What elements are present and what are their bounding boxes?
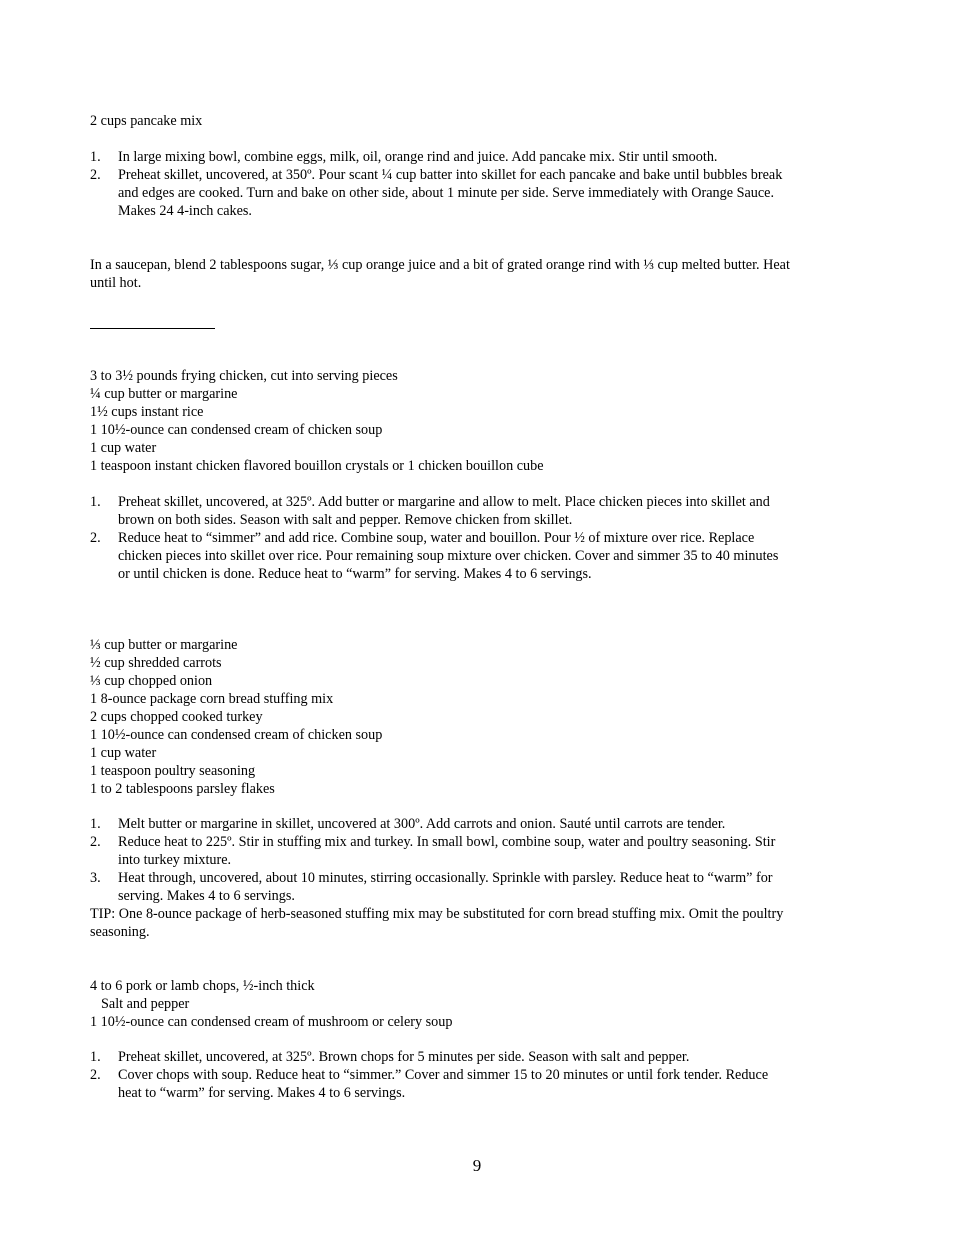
ingredient-line: 2 cups chopped cooked turkey	[90, 709, 263, 725]
step-text: Cover chops with soup. Reduce heat to “simmer.” Cover and simmer 15 to 20 minutes or until fork tender. Reduce	[118, 1067, 769, 1083]
ingredient-line: 1 to 2 tablespoons parsley flakes	[90, 781, 275, 797]
instruction-line: until hot.	[90, 275, 142, 291]
tip-text: seasoning.	[90, 924, 150, 940]
ingredient-line: 1 teaspoon poultry seasoning	[90, 763, 256, 779]
instruction-line: In a saucepan, blend 2 tablespoons sugar, ⅓ cup orange juice and a bit of grated orange rind with ⅓ cup melted butter. Heat	[90, 257, 790, 273]
ingredient-line: 3 to 3½ pounds frying chicken, cut into serving pieces	[90, 368, 398, 384]
ingredient-line: 1 cup water	[90, 440, 157, 456]
step-text: Reduce heat to “simmer” and add rice. Combine soup, water and bouillon. Pour ½ of mixture over rice. Replace	[118, 530, 755, 546]
step-number: 2.	[90, 167, 101, 183]
step-text: into turkey mixture.	[118, 852, 232, 868]
step-number: 1.	[90, 149, 101, 165]
tip-text: TIP: One 8-ounce package of herb-seasoned stuffing mix may be substituted for corn bread stuffing mix. Omit the poultry	[90, 906, 784, 922]
step-text: or until chicken is done. Reduce heat to “warm” for serving. Makes 4 to 6 servings.	[118, 566, 592, 582]
step-number: 1.	[90, 816, 101, 832]
ingredient-line: 4 to 6 pork or lamb chops, ½-inch thick	[90, 978, 315, 994]
step-text: Heat through, uncovered, about 10 minutes, stirring occasionally. Sprinkle with parsley. Reduce heat to “warm” for	[118, 870, 773, 886]
ingredient-line: ⅓ cup chopped onion	[90, 673, 213, 689]
step-text: Melt butter or margarine in skillet, uncovered at 300º. Add carrots and onion. Sauté until carrots are tender.	[118, 816, 726, 832]
step-text: brown on both sides. Season with salt and pepper. Remove chicken from skillet.	[118, 512, 573, 528]
step-number: 2.	[90, 530, 101, 546]
page-number: 9	[472, 1156, 482, 1175]
ingredient-line: 1 10½-ounce can condensed cream of mushroom or celery soup	[90, 1014, 453, 1030]
ingredient-line: 1 10½-ounce can condensed cream of chicken soup	[90, 422, 383, 438]
ingredient-line: ¼ cup butter or margarine	[90, 386, 238, 402]
step-text: chicken pieces into skillet over rice. Pour remaining soup mixture over chicken. Cover and simmer 35 to 40 minutes	[118, 548, 779, 564]
ingredient-line: 1 10½-ounce can condensed cream of chicken soup	[90, 727, 383, 743]
step-text: Preheat skillet, uncovered, at 325º. Brown chops for 5 minutes per side. Season with salt and pepper.	[118, 1049, 690, 1065]
ingredient-line: ½ cup shredded carrots	[90, 655, 222, 671]
step-text: and edges are cooked. Turn and bake on other side, about 1 minute per side. Serve immediately with Orange Sauce.	[118, 185, 774, 201]
ingredient-line: 1 cup water	[90, 745, 157, 761]
step-text: In large mixing bowl, combine eggs, milk, oil, orange rind and juice. Add pancake mix. Stir until smooth.	[118, 149, 718, 165]
step-text: Reduce heat to 225º. Stir in stuffing mix and turkey. In small bowl, combine soup, water and poultry seasoning. Stir	[118, 834, 776, 850]
ingredient-line: 2 cups pancake mix	[90, 113, 203, 129]
ingredient-line: 1½ cups instant rice	[90, 404, 204, 420]
step-text: heat to “warm” for serving. Makes 4 to 6 servings.	[118, 1085, 406, 1101]
step-text: Preheat skillet, uncovered, at 325º. Add butter or margarine and allow to melt. Place chicken pieces into skillet and	[118, 494, 770, 510]
step-number: 2.	[90, 1067, 101, 1083]
step-number: 1.	[90, 1049, 101, 1065]
ingredient-line: ⅓ cup butter or margarine	[90, 637, 238, 653]
step-number: 3.	[90, 870, 101, 886]
step-text: Makes 24 4-inch cakes.	[118, 203, 252, 219]
ingredient-line: Salt and pepper	[101, 996, 190, 1012]
section-divider	[90, 328, 215, 329]
ingredient-line: 1 teaspoon instant chicken flavored bouillon crystals or 1 chicken bouillon cube	[90, 458, 544, 474]
step-text: serving. Makes 4 to 6 servings.	[118, 888, 295, 904]
step-text: Preheat skillet, uncovered, at 350º. Pour scant ¼ cup batter into skillet for each pancake and bake until bubbles break	[118, 167, 783, 183]
step-number: 2.	[90, 834, 101, 850]
ingredient-line: 1 8-ounce package corn bread stuffing mix	[90, 691, 334, 707]
step-number: 1.	[90, 494, 101, 510]
